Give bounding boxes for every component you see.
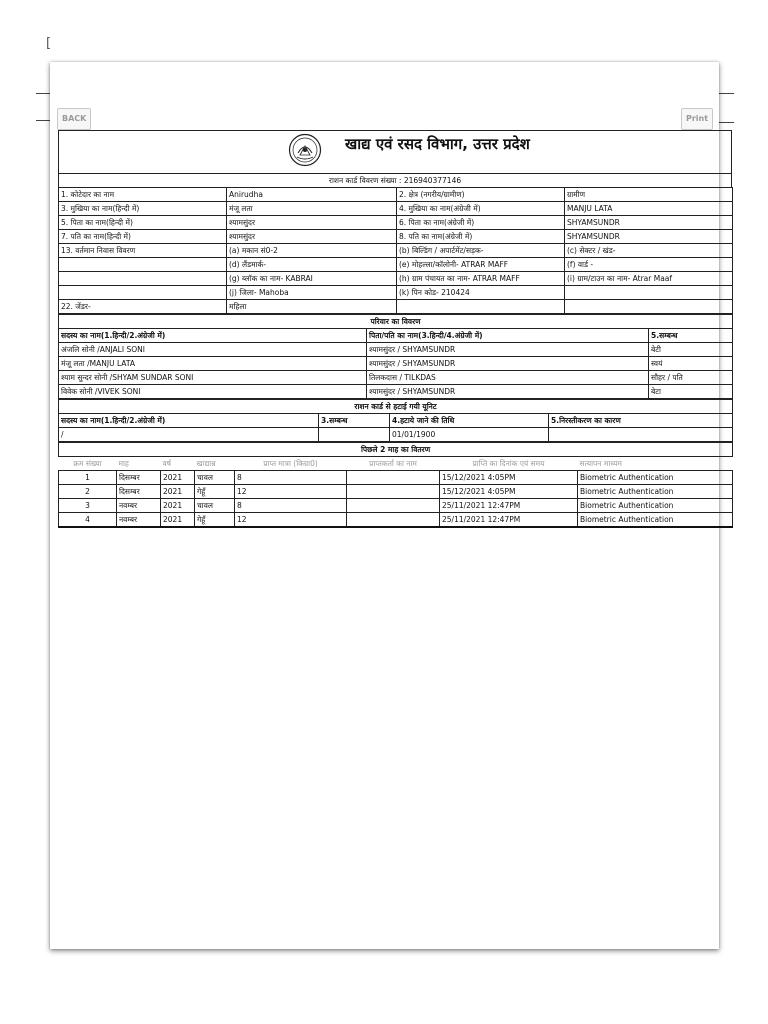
distribution-cell [347,485,440,499]
distribution-cell: 25/11/2021 12:47PM [440,513,578,528]
details-cell: ग्रामीण [565,188,733,202]
distribution-header: क्रम संख्या [73,458,102,468]
family-cell: मंजू लता /MANJU LATA [59,357,367,371]
distribution-cell: चावल [195,471,235,485]
details-row [59,286,733,300]
corner-bracket: [ [46,36,52,51]
family-cell: स्वयं [649,357,733,371]
family-cell: बेटी [649,343,733,357]
distribution-cell: दिसम्बर [117,471,161,485]
details-cell: (f) वार्ड - [565,258,733,272]
details-row [59,216,733,230]
distribution-header: माह [118,458,129,468]
family-cell: सौहर / पति [649,371,733,385]
up-emblem-icon [288,133,322,167]
details-cell: 8. पति का नाम(अंग्रेजी में) [397,230,565,244]
family-header-father: पिता/पति का नाम(3.हिन्दी/4.अंग्रेजी में) [367,329,649,343]
distribution-cell: दिसम्बर [117,485,161,499]
details-cell: SHYAMSUNDR [565,216,733,230]
details-row [59,272,733,286]
details-cell [565,286,733,300]
distribution-cell: 15/12/2021 4:05PM [440,471,578,485]
details-cell: (j) जिला- Mahoba [227,286,397,300]
details-cell: श्यामसुंदर [227,216,397,230]
family-row [59,385,733,399]
distribution-row [59,485,733,499]
distribution-cell: नवम्बर [117,499,161,513]
distribution-cell: 15/12/2021 4:05PM [440,485,578,499]
header-box [58,130,732,174]
family-cell: श्यामसुंदर / SHYAMSUNDR [367,357,649,371]
details-cell: (k) पिन कोड- 210424 [397,286,565,300]
distribution-header: प्राप्त मात्रा (किग्रा0) [263,458,318,468]
removed-header-reason: 5.निरस्तीकरण का कारण [549,414,733,428]
family-row [59,371,733,385]
distribution-cell: गेहूँ [195,513,235,528]
details-cell: 4. मुखिया का नाम(अंग्रेजी में) [397,202,565,216]
family-section-title: परिवार का विवरण [59,315,733,329]
distribution-cell: Biometric Authentication [578,499,733,513]
distribution-cell [347,499,440,513]
details-cell: 5. पिता का नाम(हिन्दी में) [59,216,227,230]
details-row [59,230,733,244]
removed-header-name: सदस्य का नाम(1.हिन्दी/2.अंग्रेजी में) [59,414,319,428]
distribution-cell: 12 [235,513,347,528]
details-cell: 2. क्षेत्र (नगरीय/ग्रामीण) [397,188,565,202]
details-cell: Anirudha [227,188,397,202]
distribution-row [59,513,733,528]
removed-reason [549,428,733,442]
details-cell: (h) ग्राम पंचायत का नाम- ATRAR MAFF [397,272,565,286]
distribution-header: प्राप्ति का दिनांक एवं समय [472,458,545,468]
distribution-cell: 4 [59,513,117,528]
family-table [58,314,733,399]
details-cell: (b) बिल्डिंग / अपार्टमेंट/सड़क- [397,244,565,258]
family-header-name: सदस्य का नाम(1.हिन्दी/2.अंग्रेजी में) [59,329,367,343]
print-button[interactable]: Print [681,108,713,130]
details-cell [397,300,565,314]
details-row [59,244,733,258]
details-cell: (a) मकान सं0-2 [227,244,397,258]
details-row [59,188,733,202]
distribution-cell: नवम्बर [117,513,161,528]
distribution-table [58,442,733,528]
removed-header-relation: 3.सम्बन्ध [319,414,390,428]
distribution-cell: 3 [59,499,117,513]
details-cell: (c) सेक्टर / खंड- [565,244,733,258]
details-cell: MANJU LATA [565,202,733,216]
details-cell: 1. कोटेदार का नाम [59,188,227,202]
details-cell [565,300,733,314]
details-row [59,300,733,314]
family-header-relation: 5.सम्बन्ध [649,329,733,343]
distribution-cell: 25/11/2021 12:47PM [440,499,578,513]
removed-section-title: राशन कार्ड से हटाई गयी यूनिट [59,400,733,414]
family-cell: श्याम सुन्दर सोनी /SHYAM SUNDAR SONI [59,371,367,385]
distribution-row [59,499,733,513]
ration-card-content [58,130,732,528]
distribution-cell [347,471,440,485]
distribution-cell: 2021 [161,499,195,513]
details-cell: 7. पति का नाम(हिन्दी में) [59,230,227,244]
details-cell: 22. जेंडर- [59,300,227,314]
page-title: खाद्य एवं रसद विभाग, उत्तर प्रदेश [345,135,530,153]
details-cell: (d) लैंडमार्क- [227,258,397,272]
family-cell: श्यामसुंदर / SHYAMSUNDR [367,343,649,357]
distribution-cell: 1 [59,471,117,485]
removed-header-date: 4.हटाये जाने की तिथि [390,414,549,428]
details-cell: महिला [227,300,397,314]
details-cell [59,272,227,286]
distribution-header: खाद्यान्न [196,458,216,468]
details-row [59,202,733,216]
distribution-cell: 8 [235,471,347,485]
details-cell: (g) ब्लॉक का नाम- KABRAI [227,272,397,286]
distribution-cell: Biometric Authentication [578,485,733,499]
distribution-header: सत्यापन माध्यम [579,458,622,468]
details-cell [59,286,227,300]
distribution-cell: Biometric Authentication [578,513,733,528]
back-button[interactable]: BACK [57,108,91,130]
details-cell: श्यामसुंदर [227,230,397,244]
family-cell: अंजलि सोनी /ANJALI SONI [59,343,367,357]
family-cell: तिलकदास / TILKDAS [367,371,649,385]
distribution-cell: 8 [235,499,347,513]
distribution-cell: 2021 [161,485,195,499]
details-cell: (e) मोहल्ला/कॉलोनी- ATRAR MAFF [397,258,565,272]
details-cell: 6. पिता का नाम(अंग्रेजी में) [397,216,565,230]
details-cell [59,258,227,272]
removed-name: / [59,428,319,442]
family-row [59,343,733,357]
family-cell: बेटा [649,385,733,399]
distribution-cell: 2 [59,485,117,499]
distribution-header: वर्ष [162,458,172,468]
distribution-cell: चावल [195,499,235,513]
removed-units-table [58,399,733,442]
distribution-cell: गेहूँ [195,485,235,499]
details-cell: 3. मुखिया का नाम(हिन्दी में) [59,202,227,216]
details-cell: 13. वर्तमान निवास विवरण [59,244,227,258]
details-cell: मंजू लता [227,202,397,216]
distribution-row [59,471,733,485]
distribution-cell [347,513,440,528]
distribution-section-title: पिछले 2 माह का वितरण [59,443,733,457]
distribution-header: प्राप्तकर्ता का नाम [369,458,417,468]
removed-date: 01/01/1900 [390,428,549,442]
family-cell: श्यामसुंदर / SHYAMSUNDR [367,385,649,399]
family-cell: विवेक सोनी /VIVEK SONI [59,385,367,399]
distribution-cell: Biometric Authentication [578,471,733,485]
card-number: राशन कार्ड विवरण संख्या : 216940377146 [58,174,732,187]
distribution-cell: 2021 [161,471,195,485]
details-cell: SHYAMSUNDR [565,230,733,244]
details-cell: (i) ग्राम/टाउन का नाम- Atrar Maaf [565,272,733,286]
details-row [59,258,733,272]
family-row [59,357,733,371]
distribution-cell: 2021 [161,513,195,528]
distribution-cell: 12 [235,485,347,499]
removed-relation [319,428,390,442]
details-table [58,187,733,314]
